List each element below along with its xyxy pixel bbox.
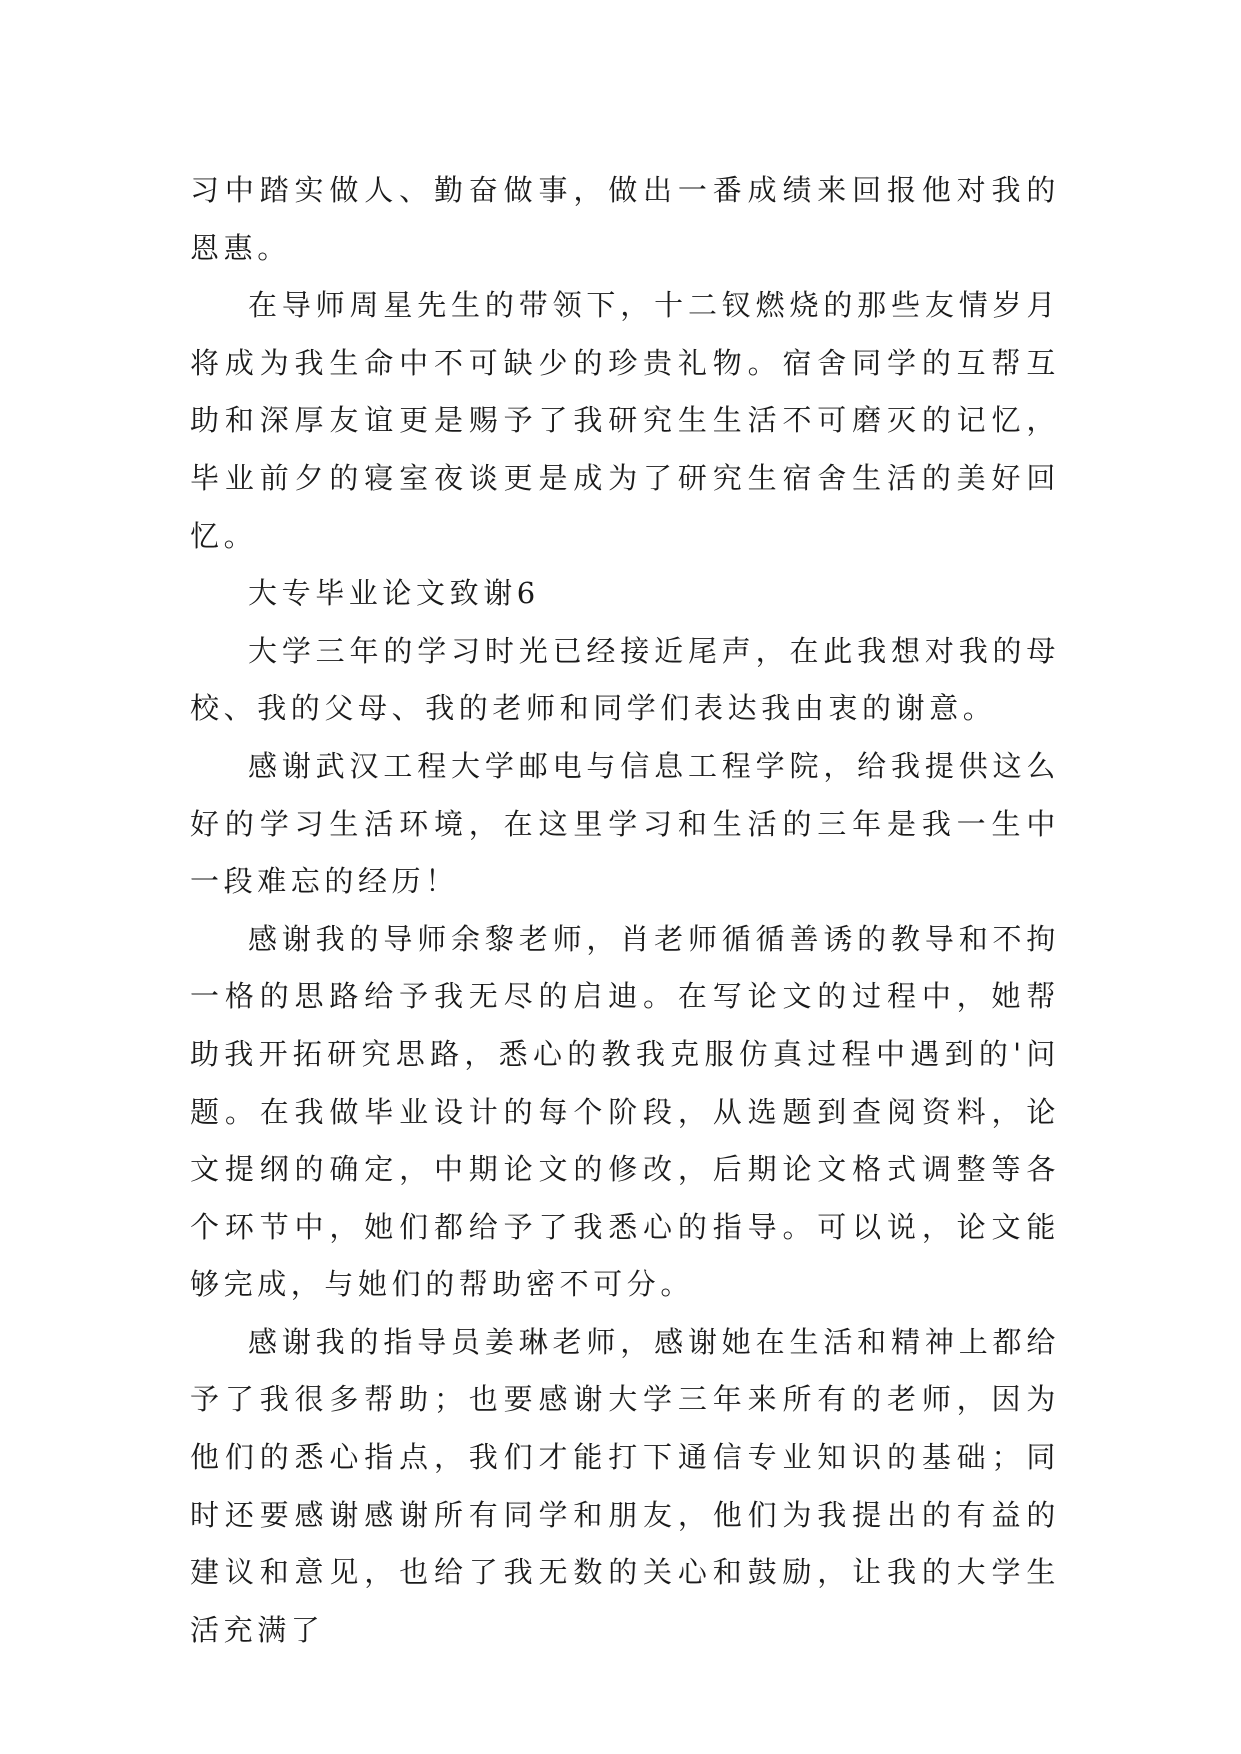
document-body [190,162,1060,1659]
paragraph-intro-thanks: 大学三年的学习时光已经接近尾声，在此我想对我的母校、我的父母、我的老师和同学们表达我由衷的谢意。 [190,633,1060,726]
paragraph-advisor-thanks: 感谢我的导师余黎老师，肖老师循循善诱的教导和不拘一格的思路给予我无尽的启迪。在写论文的过程中，她帮助我开拓研究思路，悉心的教我克服仿真过程中遇到的'问题。在我做毕业设计的每个阶段，从选题到查阅资料，论文提纲的确定，中期论文的修改，后期论文格式调整等各个环节中，她们都给予了我悉心的指导。可以说，论文能够完成，与她们的帮助密不可分。 [190,921,1060,1302]
paragraph-continued: 习中踏实做人、勤奋做事，做出一番成绩来回报他对我的恩惠。 [190,173,1060,265]
paragraph-dorm-memories: 在导师周星先生的带领下，十二钗燃烧的那些友情岁月将成为我生命中不可缺少的珍贵礼物。宿舍同学的互帮互助和深厚友谊更是赐予了我研究生生活不可磨灭的记忆，毕业前夕的寝室夜谈更是成为了研究生宿舍生活的美好回忆。 [190,288,1060,553]
section-heading: 大专毕业论文致谢6 [248,576,540,611]
paragraph-counselor-thanks: 感谢我的指导员姜琳老师，感谢她在生活和精神上都给予了我很多帮助；也要感谢大学三年来所有的老师，因为他们的悉心指点，我们才能打下通信专业知识的基础；同时还要感谢感谢所有同学和朋友，他们为我提出的有益的建议和意见，也给了我无数的关心和鼓励，让我的大学生活充满了 [190,1324,1060,1647]
paragraph-school-thanks: 感谢武汉工程大学邮电与信息工程学院，给我提供这么好的学习生活环境，在这里学习和生活的三年是我一生中一段难忘的经历！ [190,748,1060,899]
